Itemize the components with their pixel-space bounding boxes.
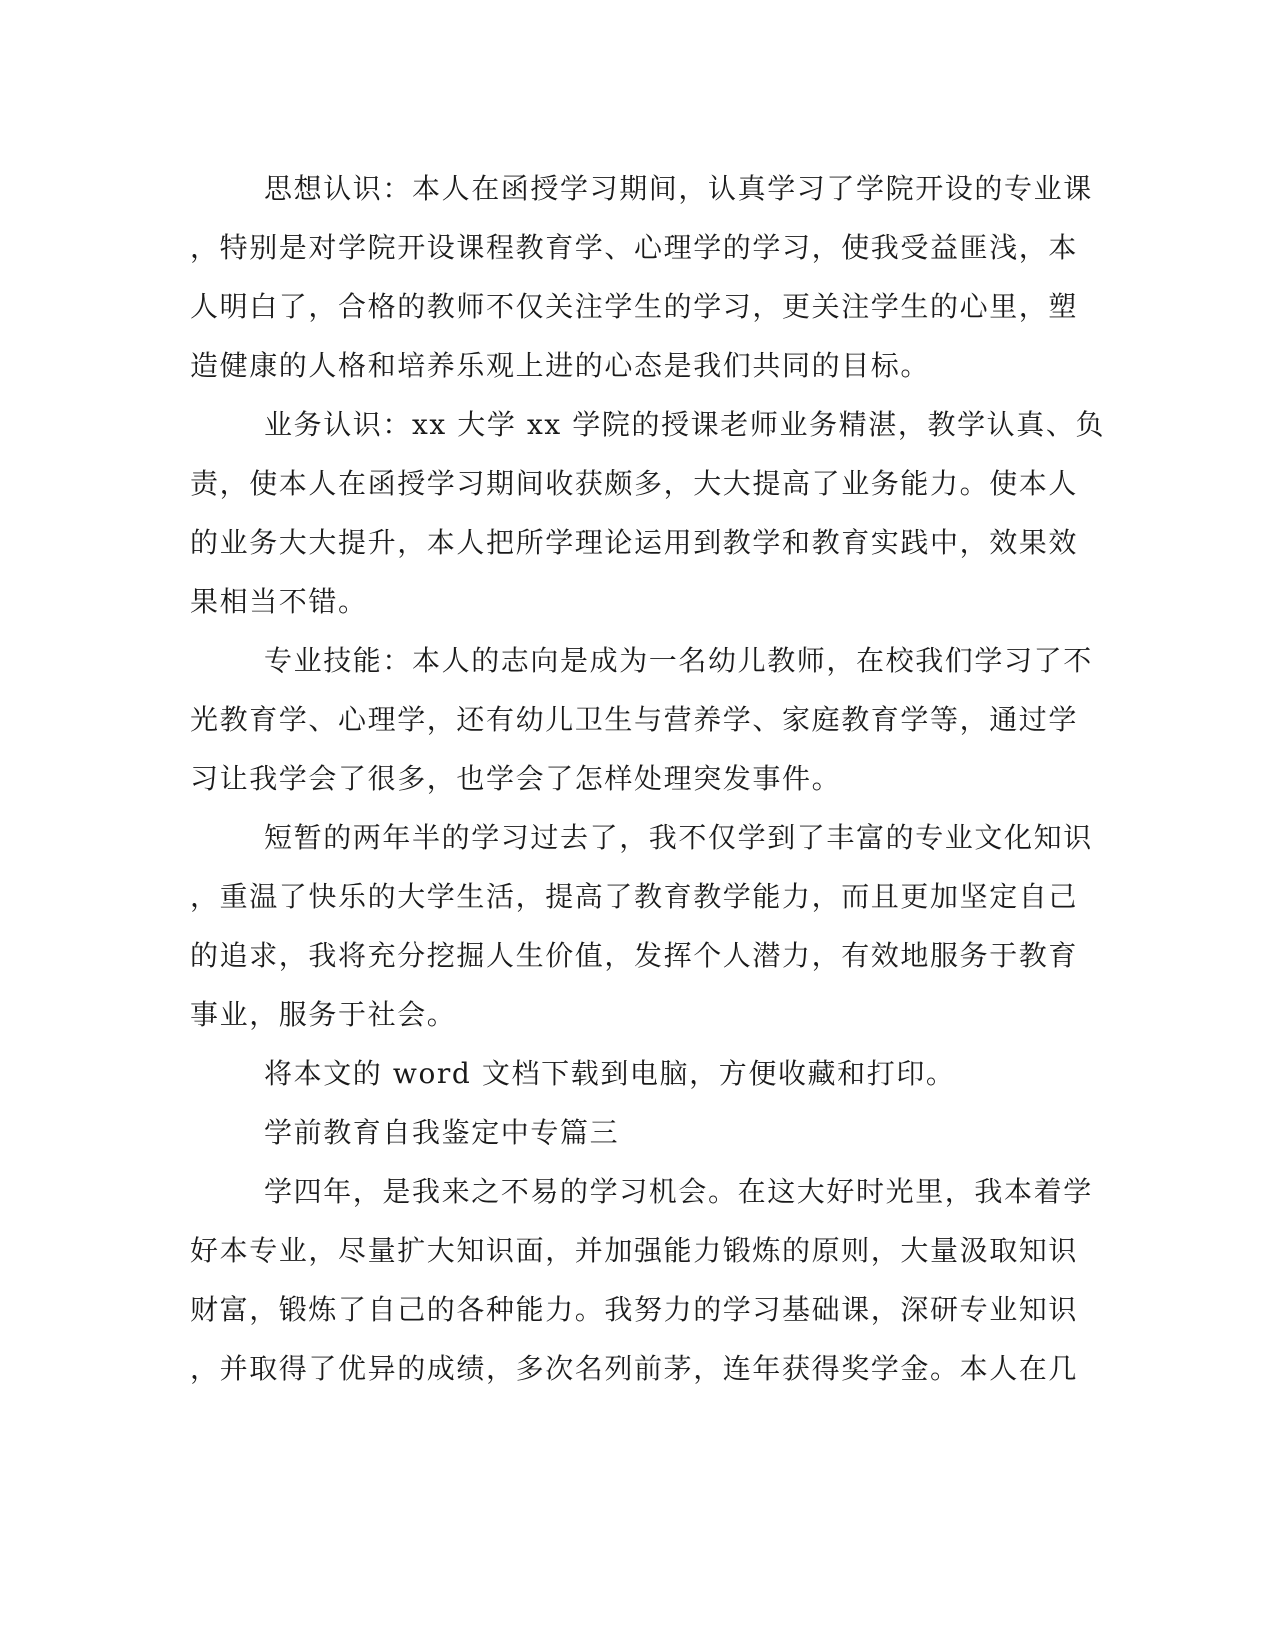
paragraph-line: ，特别是对学院开设课程教育学、心理学的学习，使我受益匪浅，本	[190, 231, 1079, 264]
paragraph-line: ，重温了快乐的大学生活，提高了教育教学能力，而且更加坚定自己	[190, 880, 1079, 913]
paragraph-line: 专业技能：本人的志向是成为一名幼儿教师，在校我们学习了不	[264, 644, 1093, 677]
paragraph-line: 学四年，是我来之不易的学习机会。在这大好时光里，我本着学	[264, 1175, 1093, 1208]
paragraph-line: 的业务大大提升，本人把所学理论运用到教学和教育实践中，效果效	[190, 526, 1079, 559]
paragraph-line: 果相当不错。	[190, 585, 368, 618]
paragraph-line: 业务认识：xx 大学 xx 学院的授课老师业务精湛，教学认真、负	[264, 408, 1106, 441]
paragraph-line: 好本专业，尽量扩大知识面，并加强能力锻炼的原则，大量汲取知识	[190, 1234, 1079, 1267]
paragraph-line: 责，使本人在函授学习期间收获颇多，大大提高了业务能力。使本人	[190, 467, 1079, 500]
paragraph-line: 造健康的人格和培养乐观上进的心态是我们共同的目标。	[190, 349, 931, 382]
section-heading: 学前教育自我鉴定中专篇三	[264, 1116, 620, 1149]
download-note: 将本文的 word 文档下载到电脑，方便收藏和打印。	[264, 1057, 956, 1090]
paragraph-line: 习让我学会了很多，也学会了怎样处理突发事件。	[190, 762, 842, 795]
paragraph-line: 思想认识：本人在函授学习期间，认真学习了学院开设的专业课	[264, 172, 1093, 205]
paragraph-line: 事业，服务于社会。	[190, 998, 457, 1031]
paragraph-line: 的追求，我将充分挖掘人生价值，发挥个人潜力，有效地服务于教育	[190, 939, 1079, 972]
paragraph-line: 光教育学、心理学，还有幼儿卫生与营养学、家庭教育学等，通过学	[190, 703, 1079, 736]
paragraph-line: ，并取得了优异的成绩，多次名列前茅，连年获得奖学金。本人在几	[190, 1352, 1079, 1385]
paragraph-line: 财富，锻炼了自己的各种能力。我努力的学习基础课，深研专业知识	[190, 1293, 1079, 1326]
paragraph-line: 短暂的两年半的学习过去了，我不仅学到了丰富的专业文化知识	[264, 821, 1093, 854]
paragraph-line: 人明白了，合格的教师不仅关注学生的学习，更关注学生的心里，塑	[190, 290, 1079, 323]
